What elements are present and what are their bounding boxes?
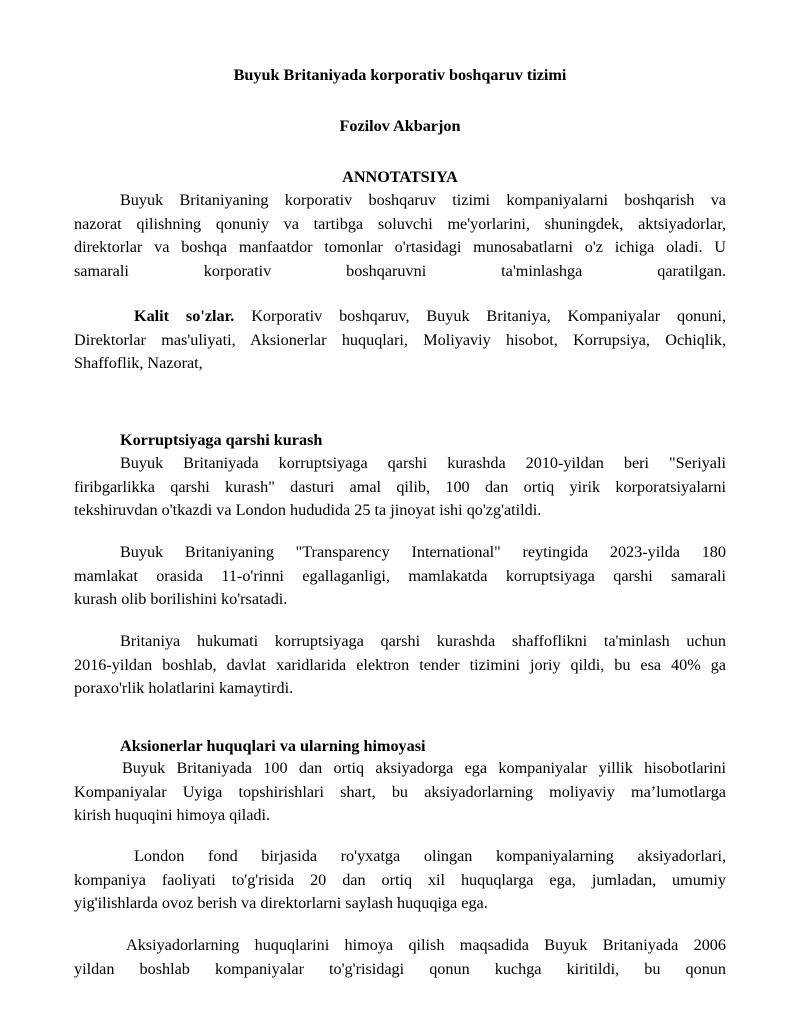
author-name: Fozilov Akbarjon <box>339 117 461 135</box>
paragraph-line: Kompaniyalar Uyiga topshirishlari shart, bu aksiyadorlarning moliyaviy ma’lumotlarga <box>74 782 726 801</box>
paragraph-line: Aksiyadorlarning huquqlarini himoya qilish maqsadida Buyuk Britaniyada 2006 <box>126 936 726 954</box>
keywords-label: Kalit so'zlar. <box>134 307 235 325</box>
paragraph-line: yig'ilishlarda ovoz berish va direktorlarni saylash huquqiga ega. <box>74 894 488 912</box>
paragraph-line: London fond birjasida ro'yxatga olingan kompaniyalarning aksiyadorlari, <box>134 847 726 865</box>
abstract-line: direktorlar va boshqa manfaatdor tomonlar o'rtasidagi munosabatlarni o'z ichiga oladi. U <box>74 238 726 256</box>
shareholders-paragraph-3 <box>74 934 726 981</box>
paragraph-line: Buyuk Britaniyada korruptsiyaga qarshi kurashda 2010-yildan beri "Seriyali <box>120 454 726 472</box>
abstract-line: samarali korporativ boshqaruvni ta'minlashga qaratilgan. <box>74 261 726 280</box>
paragraph-line: firibgarlikka qarshi kurash" dasturi amal qilib, 100 dan ortiq yirik korporatsiyalarni <box>74 477 726 496</box>
paragraph-line: kurash olib borilishini ko'rsatadi. <box>74 590 288 608</box>
paragraph-line: Britaniya hukumati korruptsiyaga qarshi kurashda shaffoflikni ta'minlash uchun <box>120 632 726 650</box>
abstract-line: Buyuk Britaniyaning korporativ boshqaruv tizimi kompaniyalarni boshqarish va <box>120 191 726 209</box>
paragraph-line: yildan boshlab kompaniyalar to'g'risidagi qonun kuchga kiritildi, bu qonun <box>74 959 726 978</box>
corruption-paragraph-1 <box>74 452 726 523</box>
corruption-paragraph-2 <box>74 541 726 612</box>
abstract-paragraph <box>74 189 726 283</box>
keywords-text: Korporativ boshqaruv, Buyuk Britaniya, Kompaniyalar qonuni, <box>251 307 726 325</box>
keywords-line <box>74 305 726 329</box>
paragraph-line: kirish huquqini himoya qiladi. <box>74 806 271 824</box>
paragraph-line: Buyuk Britaniyaning "Transparency International" reytingida 2023-yilda 180 <box>120 543 726 561</box>
keywords-line: Direktorlar mas'uliyati, Aksionerlar huquqlari, Moliyaviy hisobot, Korrupsiya, Ochiqlik, <box>74 330 726 349</box>
paragraph-line: kompaniya faoliyati to'g'risida 20 dan ortiq xil huquqlarga ega, jumladan, umumiy <box>74 870 726 889</box>
paragraph-line: 2016-yildan boshlab, davlat xaridlarida elektron tender tizimini joriy qildi, bu esa 40% ga <box>74 655 726 674</box>
keywords-paragraph <box>74 305 726 376</box>
keywords-line: Shaffoflik, Nazorat, <box>74 354 203 372</box>
shareholders-paragraph-2 <box>74 845 726 916</box>
corruption-paragraph-3 <box>74 630 726 701</box>
paragraph-line: poraxo'rlik holatlarini kamaytirdi. <box>74 679 294 697</box>
section-heading-corruption: Korruptsiyaga qarshi kurash <box>120 431 323 449</box>
paragraph-line: mamlakat orasida 11-o'rinni egallaganligi, mamlakatda korruptsiyaga qarshi samarali <box>74 566 726 585</box>
shareholders-paragraph-1 <box>74 757 726 828</box>
section-heading-shareholders: Aksionerlar huquqlari va ularning himoyasi <box>120 737 426 755</box>
document-title: Buyuk Britaniyada korporativ boshqaruv tizimi <box>233 66 567 84</box>
abstract-heading: ANNOTATSIYA <box>342 168 458 186</box>
abstract-line: nazorat qilishning qonuniy va tartibga soluvchi me'yorlarini, shuningdek, aktsiyadorlar, <box>74 214 726 233</box>
paragraph-line: Buyuk Britaniyada 100 dan ortiq aksiyadorga ega kompaniyalar yillik hisobotlarini <box>122 759 726 777</box>
paragraph-line: tekshiruvdan o'tkazdi va London hududida 25 ta jinoyat ishi qo'zg'atildi. <box>74 501 542 519</box>
